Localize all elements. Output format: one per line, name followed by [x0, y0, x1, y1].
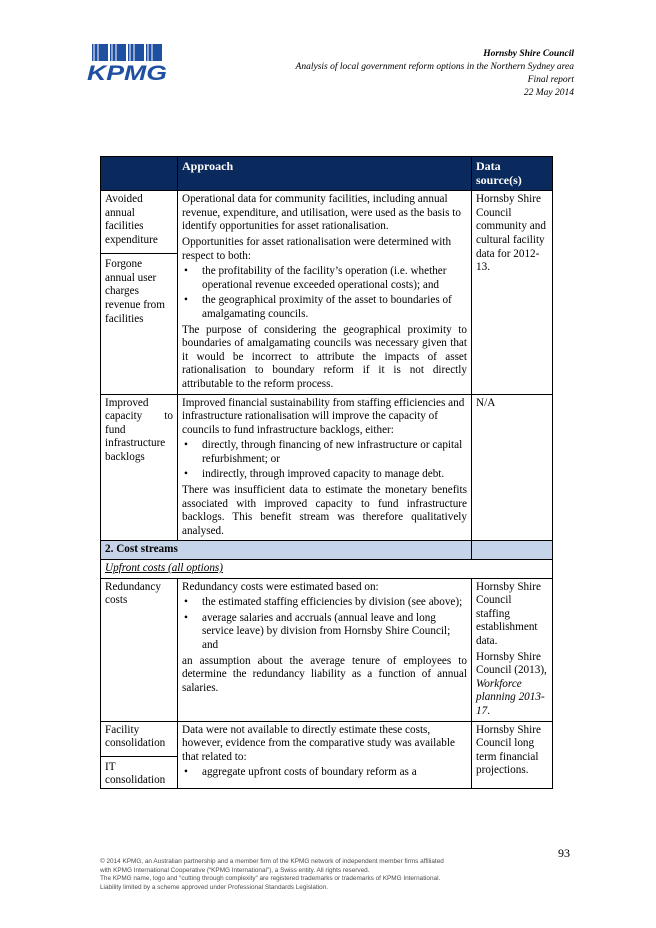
table-row — [101, 394, 553, 541]
approach-paragraph: an assumption about the average tenure of employees to determine the redundancy liability as a function of annual salaries. — [182, 654, 467, 694]
page-number: 93 — [558, 846, 570, 860]
subsection-row — [101, 560, 553, 579]
footer-line: Liability limited by a scheme approved under Professional Standards Legislation. — [100, 883, 329, 891]
data-source-cell: Hornsby Shire Council long term financial projections. — [472, 721, 553, 788]
approach-paragraph: There was insufficient data to estimate the monetary benefits associated with improved capacity to fund infrastructure backlogs. This benefit stream was therefore qualitatively analysed. — [182, 484, 467, 537]
row-label: IT consolidation — [101, 756, 177, 788]
header-cell-data-sources: Data source(s) — [472, 157, 553, 191]
approach-bullet-list — [182, 596, 467, 652]
approach-bullet-list — [182, 766, 467, 780]
row-label: Avoided annual facilities expenditure — [105, 193, 158, 246]
approach-bullet-list — [182, 439, 467, 482]
table-row — [101, 578, 553, 721]
list-item: • aggregate upfront costs of boundary reform as a — [202, 766, 467, 780]
row-label-cell — [101, 721, 178, 788]
section-blank-cell — [472, 541, 553, 560]
list-item: • directly, through financing of new infrastructure or capital refurbishment; or — [202, 439, 467, 466]
approach-cell — [178, 191, 472, 394]
list-item: • average salaries and accruals (annual leave and long service leave) by division from Hornsby Shire Council; and — [202, 612, 467, 653]
approach-paragraph: Redundancy costs were estimated based on: — [182, 580, 379, 593]
approach-paragraph: The purpose of considering the geographical proximity to boundaries of amalgamating councils was necessary given that it would be incorrect to attribute the impacts of asset rationalisation to boundary reform if it is not directly attributable to the reform process. — [182, 323, 467, 390]
header-report-title: Analysis of local government reform options in the Northern Sydney area — [295, 62, 574, 72]
header-cell-approach: Approach — [178, 157, 472, 191]
approach-cell — [178, 394, 472, 541]
report-header — [296, 48, 574, 100]
data-source-cell: N/A — [472, 394, 553, 541]
data-source-text: Hornsby Shire Council staffing establishment data. — [476, 580, 541, 647]
row-label: Improved capacity to fund infrastructure backlogs — [101, 394, 178, 541]
list-item: • the profitability of the facility’s operation (i.e. whether operational revenue exceeded operational costs); and — [202, 265, 467, 292]
header-cell-blank — [101, 157, 178, 191]
source-citation-title: Workforce planning 2013-17 — [476, 677, 545, 717]
table-header-row — [101, 157, 553, 191]
source-citation-end: . — [487, 704, 490, 717]
header-date: 22 May 2014 — [523, 88, 574, 98]
list-item: • indirectly, through improved capacity to manage debt. — [202, 468, 467, 482]
copyright-footer — [100, 858, 560, 892]
data-source-text — [476, 651, 548, 719]
table-row — [101, 191, 553, 394]
data-source-cell — [472, 578, 553, 721]
row-label-cell — [101, 191, 178, 394]
section-row — [101, 541, 553, 560]
row-label: Facility consolidation — [105, 723, 166, 750]
subsection-title: Upfront costs (all options) — [101, 560, 553, 579]
list-item: • the geographical proximity of the asset to boundaries of amalgamating councils. — [202, 294, 467, 321]
approach-bullet-list — [182, 265, 467, 321]
footer-line: © 2014 KPMG, an Australian partnership and a member firm of the KPMG network of independent member firms affiliated — [100, 858, 444, 865]
list-item: • the estimated staffing efficiencies by division (see above); — [202, 596, 467, 610]
approach-cell — [178, 578, 472, 721]
approach-paragraph: Operational data for community facilities, including annual revenue, expenditure, and utilisation, were used as the basis to identify opportunities for asset rationalisation. — [182, 193, 461, 233]
approach-paragraph: Opportunities for asset rationalisation were determined with respect to both: — [182, 235, 452, 262]
source-citation: Hornsby Shire Council (2013), — [476, 650, 547, 677]
row-label: Forgone annual user charges revenue from facilities — [101, 253, 177, 326]
kpmg-logo — [86, 44, 172, 82]
header-status: Final report — [527, 75, 574, 85]
approach-paragraph: Improved financial sustainability from staffing efficiencies and infrastructure rationalisation will improve the capacity of councils to fund infrastructure backlogs, either: — [182, 396, 465, 436]
table-row — [101, 721, 553, 788]
data-source-cell: Hornsby Shire Council community and cultural facility data for 2012-13. — [472, 191, 553, 394]
section-title: 2. Cost streams — [101, 541, 472, 560]
approach-paragraph: Data were not available to directly estimate these costs, however, evidence from the comparative study was available that related to: — [182, 723, 455, 763]
header-org: Hornsby Shire Council — [483, 49, 574, 59]
footer-line: with KPMG International Cooperative (“KPMG International”), a Swiss entity. All rights reserved. — [100, 866, 370, 874]
footer-line: The KPMG name, logo and “cutting through complexity” are registered trademarks or trademarks of KPMG International. — [100, 875, 441, 883]
methodology-table — [100, 156, 553, 789]
approach-cell — [178, 721, 472, 788]
row-label: Redundancy costs — [101, 578, 178, 721]
kpmg-logo-text: KPMG — [87, 62, 167, 82]
